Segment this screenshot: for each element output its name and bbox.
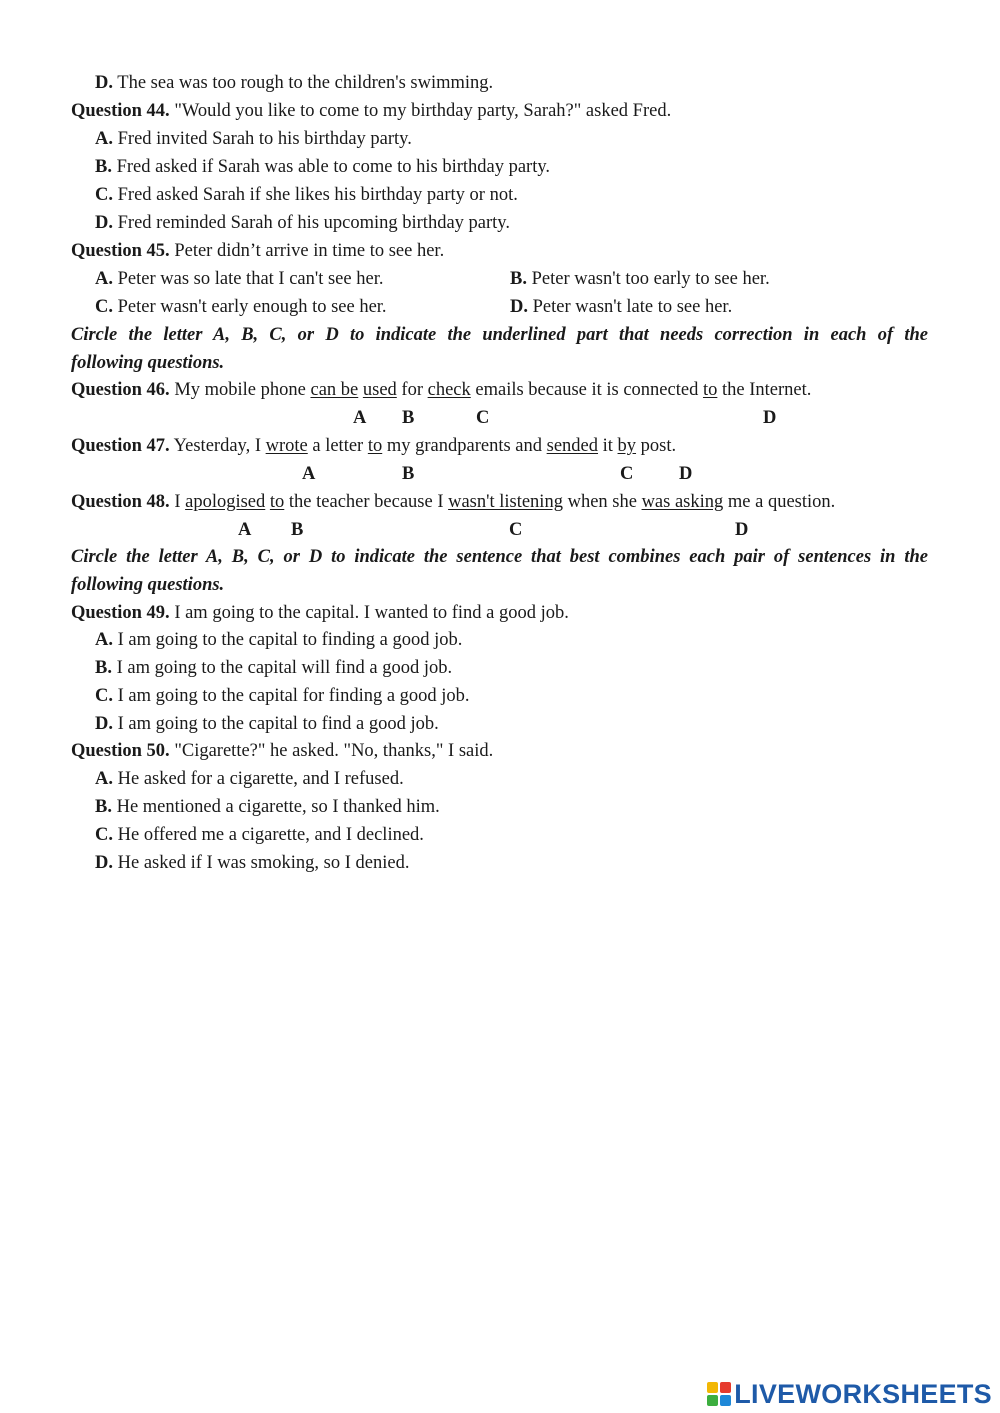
q46-underline-d[interactable]: to [702, 380, 718, 400]
liveworksheets-logo[interactable] [707, 1378, 992, 1410]
q49-option-d[interactable]: D. I am going to the capital to find a good job. [95, 714, 439, 734]
logo-text: LIVEWORKSHEETS [734, 1378, 992, 1409]
instruction-correction-line2: following questions. [71, 353, 225, 373]
q45-option-b[interactable]: B. Peter wasn't too early to see her. [510, 269, 770, 289]
q47-label-c: C [620, 464, 634, 484]
q44-option-b[interactable]: B. Fred asked if Sarah was able to come to his birthday party. [95, 157, 551, 177]
q45-option-c[interactable]: C. Peter wasn't early enough to see her. [95, 297, 387, 317]
question-46: Question 46. My mobile phone can be used for check emails because it is connected to the Internet. [71, 380, 812, 400]
q43-option-d: D. The sea was too rough to the children's swimming. [95, 73, 494, 93]
q46-underline-c[interactable]: check [427, 380, 471, 400]
q46-label-d: D [763, 408, 777, 428]
q45-option-a[interactable]: A. Peter was so late that I can't see her. [95, 269, 384, 289]
q44-option-c[interactable]: C. Fred asked Sarah if she likes his birthday party or not. [95, 185, 518, 205]
question-44: Question 44. "Would you like to come to my birthday party, Sarah?" asked Fred. [71, 101, 672, 121]
question-50: Question 50. "Cigarette?" he asked. "No, thanks," I said. [71, 741, 494, 761]
q44-option-d[interactable]: D. Fred reminded Sarah of his upcoming birthday party. [95, 213, 510, 233]
q46-label-c: C [476, 408, 490, 428]
q50-option-b[interactable]: B. He mentioned a cigarette, so I thanked him. [95, 797, 440, 817]
instruction-correction-line1: Circle the letter A, B, C, or D to indicate the underlined part that needs correction in each of the [71, 325, 928, 345]
q47-label-d: D [679, 464, 693, 484]
question-45: Question 45. Peter didn’t arrive in time to see her. [71, 241, 445, 261]
instruction-combine-line2: following questions. [71, 575, 225, 595]
q44-option-a[interactable]: A. Fred invited Sarah to his birthday party. [95, 129, 412, 149]
q49-option-c[interactable]: C. I am going to the capital for finding a good job. [95, 686, 470, 706]
q48-underline-a[interactable]: apologised [185, 492, 266, 512]
q47-underline-b[interactable]: to [367, 436, 383, 456]
q47-label-b: B [402, 464, 415, 484]
q47-underline-d[interactable]: by [617, 436, 637, 456]
q49-option-b[interactable]: B. I am going to the capital will find a good job. [95, 658, 453, 678]
q48-label-d: D [735, 520, 749, 540]
q48-underline-d[interactable]: was asking [641, 492, 724, 512]
q50-option-d[interactable]: D. He asked if I was smoking, so I denied. [95, 853, 410, 873]
liveworksheets-logo-icon [707, 1382, 731, 1406]
q48-underline-b[interactable]: to [269, 492, 285, 512]
q47-underline-c[interactable]: sended [546, 436, 599, 456]
q47-label-a: A [302, 464, 316, 484]
q48-label-b: B [291, 520, 304, 540]
q50-option-c[interactable]: C. He offered me a cigarette, and I declined. [95, 825, 424, 845]
instruction-combine-line1: Circle the letter A, B, C, or D to indicate the sentence that best combines each pair of sentences in the [71, 547, 928, 567]
q50-option-a[interactable]: A. He asked for a cigarette, and I refused. [95, 769, 404, 789]
q46-underline-b[interactable]: used [362, 380, 397, 400]
q48-label-c: C [509, 520, 523, 540]
question-49: Question 49. I am going to the capital. I wanted to find a good job. [71, 603, 569, 623]
q46-underline-a[interactable]: can be [310, 380, 359, 400]
q47-underline-a[interactable]: wrote [265, 436, 308, 456]
q49-option-a[interactable]: A. I am going to the capital to finding a good job. [95, 630, 463, 650]
q45-option-d[interactable]: D. Peter wasn't late to see her. [510, 297, 733, 317]
q46-label-a: A [353, 408, 367, 428]
question-47: Question 47. Yesterday, I wrote a letter to my grandparents and sended it by post. [71, 436, 677, 456]
question-48: Question 48. I apologised to the teacher because I wasn't listening when she was asking me a question. [71, 492, 836, 512]
q48-label-a: A [238, 520, 252, 540]
q48-underline-c[interactable]: wasn't listening [448, 492, 563, 512]
q46-label-b: B [402, 408, 415, 428]
